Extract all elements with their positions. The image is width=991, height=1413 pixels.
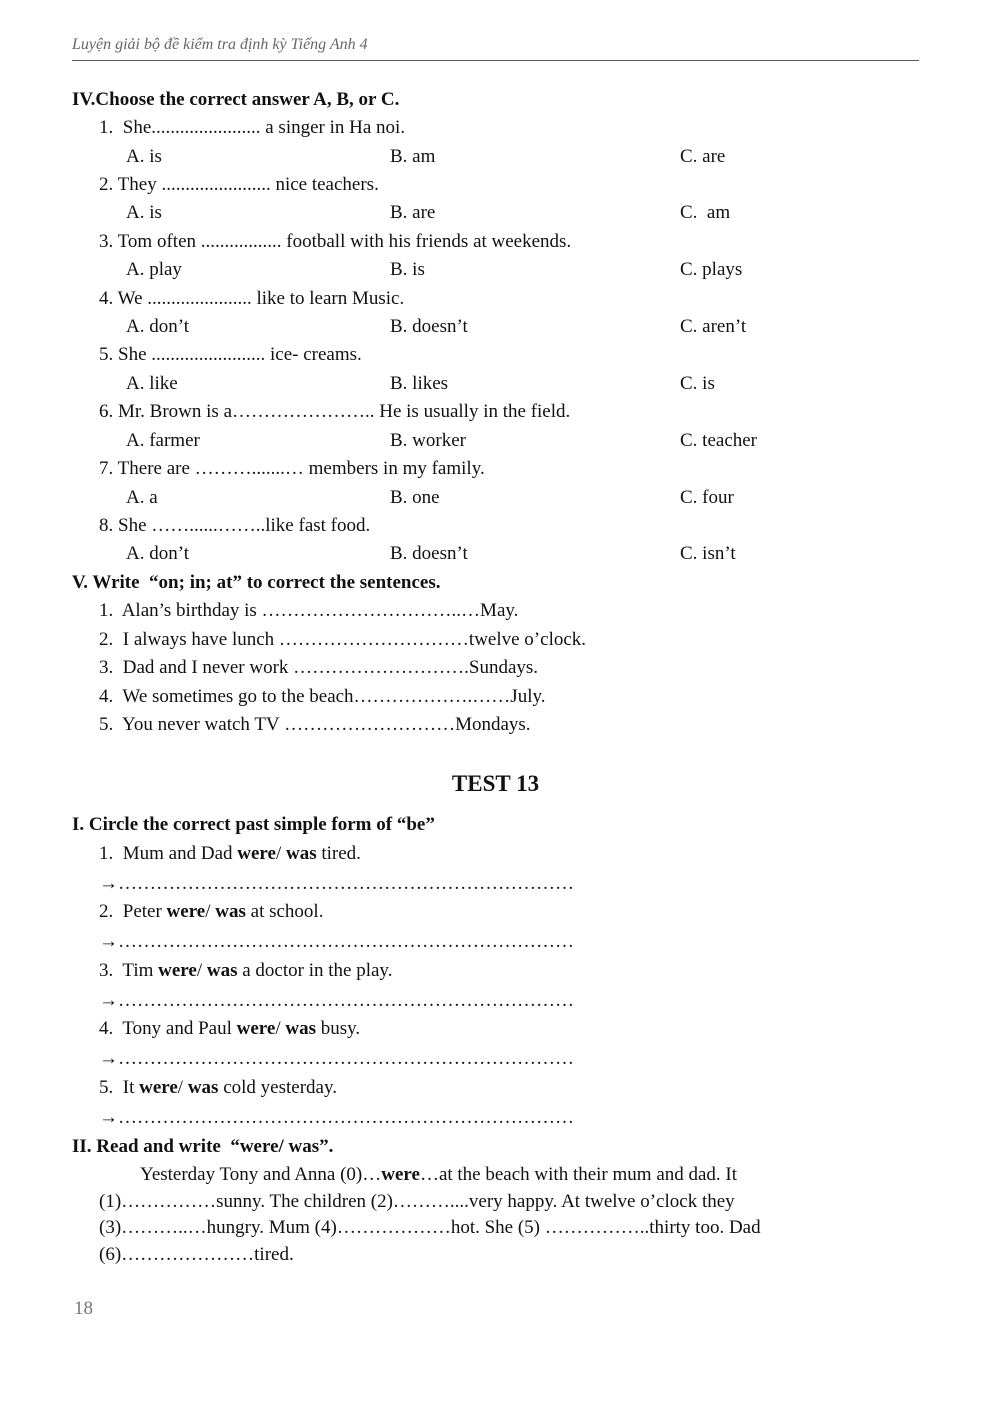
answer-line-5: →……………………………………………………………… xyxy=(99,1107,574,1128)
passage-line-1: Yesterday Tony and Anna (0)…were…at the beach with their mum and dad. It xyxy=(140,1164,738,1185)
question-6: 6. Mr. Brown is a………………….. He is usually in the field. xyxy=(99,401,571,422)
q6-option-c: C. teacher xyxy=(680,430,758,451)
question-5: 5. She ........................ ice- creams. xyxy=(99,344,362,365)
q7-option-a: A. a xyxy=(126,487,158,508)
passage-line-2: (1)……………sunny. The children (2)………....very happy. At twelve o’clock they xyxy=(99,1191,735,1212)
q2-option-c: C. am xyxy=(680,202,731,223)
q5-option-c: C. is xyxy=(680,373,715,394)
q1-option-c: C. are xyxy=(680,146,726,167)
question-7: 7. There are ……….......… members in my family. xyxy=(99,458,485,479)
answer-line-1: →……………………………………………………………… xyxy=(99,873,574,894)
q8-option-b: B. doesn’t xyxy=(390,543,468,564)
q4-option-c: C. aren’t xyxy=(680,316,747,337)
q4-option-b: B. doesn’t xyxy=(390,316,468,337)
fill-item-3: 3. Dad and I never work ……………………….Sundays. xyxy=(99,657,539,678)
part-1-title: I. Circle the correct past simple form of “be” xyxy=(72,814,435,835)
q3-option-c: C. plays xyxy=(680,259,743,280)
answer-line-2: →……………………………………………………………… xyxy=(99,931,574,952)
section-4-title: IV.Choose the correct answer A, B, or C. xyxy=(72,89,400,110)
question-2: 2. They ....................... nice teachers. xyxy=(99,174,379,195)
q1-option-b: B. am xyxy=(390,146,436,167)
q7-option-c: C. four xyxy=(680,487,734,508)
circle-item-4: 4. Tony and Paul were/ was busy. xyxy=(99,1018,361,1039)
q1-option-a: A. is xyxy=(126,146,162,167)
circle-item-1: 1. Mum and Dad were/ was tired. xyxy=(99,843,361,864)
q3-option-a: A. play xyxy=(126,259,182,280)
page-header: Luyện giải bộ đề kiểm tra định kỳ Tiếng Anh 4 xyxy=(72,36,919,61)
q6-option-a: A. farmer xyxy=(126,430,200,451)
fill-item-5: 5. You never watch TV ………………………Mondays. xyxy=(99,714,531,735)
section-5-title: V. Write “on; in; at” to correct the sentences. xyxy=(72,572,441,593)
page-number: 18 xyxy=(74,1298,93,1319)
question-3: 3. Tom often ................. football with his friends at weekends. xyxy=(99,231,572,252)
q8-option-c: C. isn’t xyxy=(680,543,736,564)
question-4: 4. We ...................... like to learn Music. xyxy=(99,288,405,309)
test-title: TEST 13 xyxy=(451,771,540,796)
q2-option-b: B. are xyxy=(390,202,436,223)
fill-item-4: 4. We sometimes go to the beach……………….……July. xyxy=(99,686,546,707)
q4-option-a: A. don’t xyxy=(126,316,189,337)
q8-option-a: A. don’t xyxy=(126,543,189,564)
answer-line-3: →……………………………………………………………… xyxy=(99,990,574,1011)
fill-item-1: 1. Alan’s birthday is …………………………..…May. xyxy=(99,600,519,621)
q7-option-b: B. one xyxy=(390,487,440,508)
fill-item-2: 2. I always have lunch …………………………twelve o’clock. xyxy=(99,629,587,650)
passage-line-4: (6)…………………tired. xyxy=(99,1244,294,1265)
part-2-title: II. Read and write “were/ was”. xyxy=(72,1136,334,1157)
q6-option-b: B. worker xyxy=(390,430,466,451)
q5-option-a: A. like xyxy=(126,373,178,394)
circle-item-3: 3. Tim were/ was a doctor in the play. xyxy=(99,960,393,981)
passage-line-3: (3)………..…hungry. Mum (4)………………hot. She (5) ……………..thirty too. Dad xyxy=(99,1217,761,1238)
question-8: 8. She ……......……..like fast food. xyxy=(99,515,371,536)
q3-option-b: B. is xyxy=(390,259,425,280)
q2-option-a: A. is xyxy=(126,202,162,223)
question-1: 1. She....................... a singer in Ha noi. xyxy=(99,117,406,138)
answer-line-4: →……………………………………………………………… xyxy=(99,1048,574,1069)
circle-item-2: 2. Peter were/ was at school. xyxy=(99,901,324,922)
circle-item-5: 5. It were/ was cold yesterday. xyxy=(99,1077,337,1098)
q5-option-b: B. likes xyxy=(390,373,449,394)
